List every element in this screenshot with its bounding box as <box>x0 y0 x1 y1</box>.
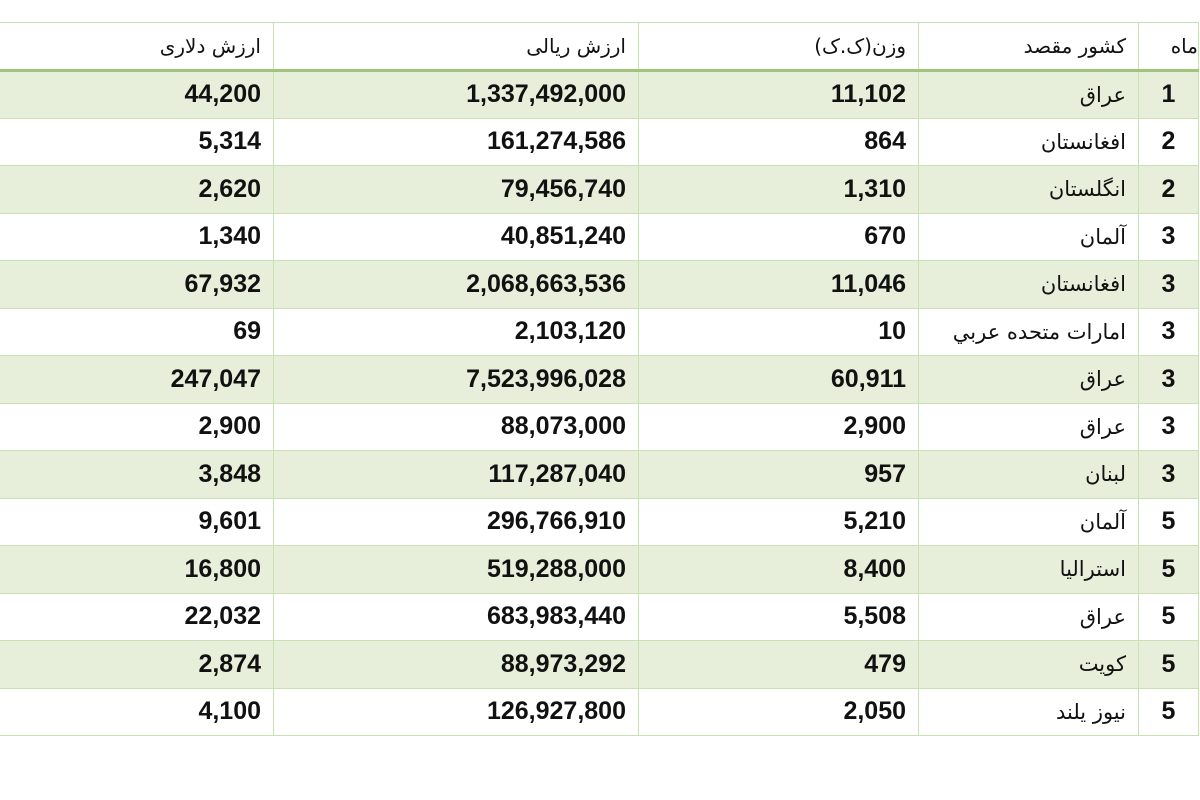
rial-value-cell: 88,073,000 <box>274 403 639 451</box>
country-cell: انگلستان <box>919 166 1139 214</box>
month-cell: 1 <box>1139 71 1199 119</box>
country-cell: عراق <box>919 71 1139 119</box>
dollar-value-cell: 2,900 <box>0 403 274 451</box>
export-table <box>0 22 1199 736</box>
table-row <box>0 593 1199 641</box>
dollar-value-cell: 22,032 <box>0 593 274 641</box>
country-cell: افغانستان <box>919 118 1139 166</box>
country-cell: عراق <box>919 356 1139 404</box>
dollar-value-cell: 2,620 <box>0 166 274 214</box>
dollar-value-cell: 5,314 <box>0 118 274 166</box>
table-row <box>0 118 1199 166</box>
weight-cell: 5,210 <box>639 498 919 546</box>
month-cell: 5 <box>1139 546 1199 594</box>
rial-value-cell: 117,287,040 <box>274 451 639 499</box>
rial-value-cell: 7,523,996,028 <box>274 356 639 404</box>
weight-cell: 10 <box>639 308 919 356</box>
weight-cell: 479 <box>639 641 919 689</box>
dollar-value-cell: 247,047 <box>0 356 274 404</box>
weight-cell: 2,900 <box>639 403 919 451</box>
dollar-value-cell: 67,932 <box>0 261 274 309</box>
month-cell: 5 <box>1139 641 1199 689</box>
rial-value-cell: 519,288,000 <box>274 546 639 594</box>
table-body <box>0 71 1199 736</box>
table-row <box>0 641 1199 689</box>
dollar-value-cell: 9,601 <box>0 498 274 546</box>
month-cell: 3 <box>1139 403 1199 451</box>
weight-cell: 2,050 <box>639 688 919 736</box>
table-row <box>0 213 1199 261</box>
country-cell: کویت <box>919 641 1139 689</box>
weight-cell: 8,400 <box>639 546 919 594</box>
country-cell: افغانستان <box>919 261 1139 309</box>
header-weight: وزن(ک.ک) <box>639 23 919 71</box>
weight-cell: 5,508 <box>639 593 919 641</box>
table-row <box>0 308 1199 356</box>
table-row <box>0 71 1199 119</box>
month-cell: 5 <box>1139 498 1199 546</box>
weight-cell: 60,911 <box>639 356 919 404</box>
dollar-value-cell: 4,100 <box>0 688 274 736</box>
rial-value-cell: 40,851,240 <box>274 213 639 261</box>
dollar-value-cell: 2,874 <box>0 641 274 689</box>
rial-value-cell: 88,973,292 <box>274 641 639 689</box>
rial-value-cell: 683,983,440 <box>274 593 639 641</box>
header-rial-value: ارزش ریالی <box>274 23 639 71</box>
country-cell: نیوز یلند <box>919 688 1139 736</box>
country-cell: آلمان <box>919 498 1139 546</box>
month-cell: 3 <box>1139 261 1199 309</box>
country-cell: لبنان <box>919 451 1139 499</box>
dollar-value-cell: 44,200 <box>0 71 274 119</box>
dollar-value-cell: 69 <box>0 308 274 356</box>
rial-value-cell: 79,456,740 <box>274 166 639 214</box>
dollar-value-cell: 16,800 <box>0 546 274 594</box>
country-cell: عراق <box>919 593 1139 641</box>
month-cell: 2 <box>1139 118 1199 166</box>
table-row <box>0 498 1199 546</box>
weight-cell: 864 <box>639 118 919 166</box>
rial-value-cell: 126,927,800 <box>274 688 639 736</box>
table-row <box>0 261 1199 309</box>
header-dollar-value: ارزش دلاری <box>0 23 274 71</box>
weight-cell: 1,310 <box>639 166 919 214</box>
country-cell: آلمان <box>919 213 1139 261</box>
dollar-value-cell: 1,340 <box>0 213 274 261</box>
table-row <box>0 688 1199 736</box>
weight-cell: 11,046 <box>639 261 919 309</box>
table-row <box>0 166 1199 214</box>
dollar-value-cell: 3,848 <box>0 451 274 499</box>
rial-value-cell: 161,274,586 <box>274 118 639 166</box>
country-cell: امارات متحده عربي <box>919 308 1139 356</box>
table-row <box>0 451 1199 499</box>
month-cell: 3 <box>1139 213 1199 261</box>
month-cell: 3 <box>1139 451 1199 499</box>
month-cell: 3 <box>1139 356 1199 404</box>
header-month: ماه <box>1139 23 1199 71</box>
weight-cell: 957 <box>639 451 919 499</box>
table-row <box>0 546 1199 594</box>
country-cell: استراليا <box>919 546 1139 594</box>
month-cell: 2 <box>1139 166 1199 214</box>
table-row <box>0 403 1199 451</box>
rial-value-cell: 296,766,910 <box>274 498 639 546</box>
month-cell: 5 <box>1139 593 1199 641</box>
country-cell: عراق <box>919 403 1139 451</box>
header-country: کشور مقصد <box>919 23 1139 71</box>
rial-value-cell: 2,103,120 <box>274 308 639 356</box>
weight-cell: 11,102 <box>639 71 919 119</box>
rial-value-cell: 2,068,663,536 <box>274 261 639 309</box>
month-cell: 5 <box>1139 688 1199 736</box>
header-row <box>0 23 1199 71</box>
table-row <box>0 356 1199 404</box>
month-cell: 3 <box>1139 308 1199 356</box>
rial-value-cell: 1,337,492,000 <box>274 71 639 119</box>
weight-cell: 670 <box>639 213 919 261</box>
